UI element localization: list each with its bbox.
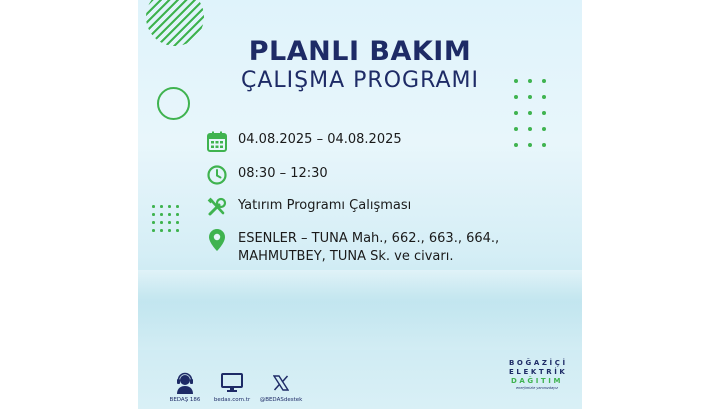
social-contact <box>256 371 306 403</box>
work-type: Yatırım Programı Çalışması <box>238 198 412 213</box>
website-label: bedas.com.tr <box>213 397 251 403</box>
date-row <box>206 129 402 153</box>
logo-tagline: enerjimizle yanınızdayız <box>515 386 559 390</box>
map-pin-icon <box>206 228 228 252</box>
logo-line-2: ELEKTRİK <box>509 368 568 376</box>
social-label: @BEDASdestek <box>259 397 303 403</box>
sea-horizon-background <box>138 270 582 350</box>
location-text <box>238 228 499 266</box>
headset-agent-icon <box>160 371 210 395</box>
calendar-icon <box>206 129 228 153</box>
company-logo <box>509 359 568 391</box>
monitor-icon <box>207 371 257 395</box>
time-row <box>206 163 328 187</box>
time-range: 08:30 – 12:30 <box>238 166 328 181</box>
date-range: 04.08.2025 – 04.08.2025 <box>238 132 402 147</box>
website-contact <box>207 371 257 403</box>
location-row <box>206 228 499 266</box>
logo-line-1: BOĞAZİÇİ <box>509 359 568 367</box>
call-center-label: BEDAŞ 186 <box>169 397 201 403</box>
x-logo-icon <box>256 371 306 395</box>
location-line-2: MAHMUTBEY, TUNA Sk. ve civarı. <box>238 249 454 264</box>
call-center-contact <box>160 371 210 403</box>
announcement-card <box>138 0 582 409</box>
work-type-row <box>206 195 411 219</box>
page-title: PLANLI BAKIM <box>248 36 472 67</box>
location-line-1: ESENLER – TUNA Mah., 662., 663., 664., <box>238 231 500 246</box>
clock-icon <box>206 163 228 187</box>
page-subtitle: ÇALIŞMA PROGRAMI <box>241 68 479 93</box>
dot-grid-decoration-left <box>152 205 184 237</box>
logo-line-3: DAĞITIM <box>510 377 564 385</box>
tools-icon <box>206 195 228 219</box>
